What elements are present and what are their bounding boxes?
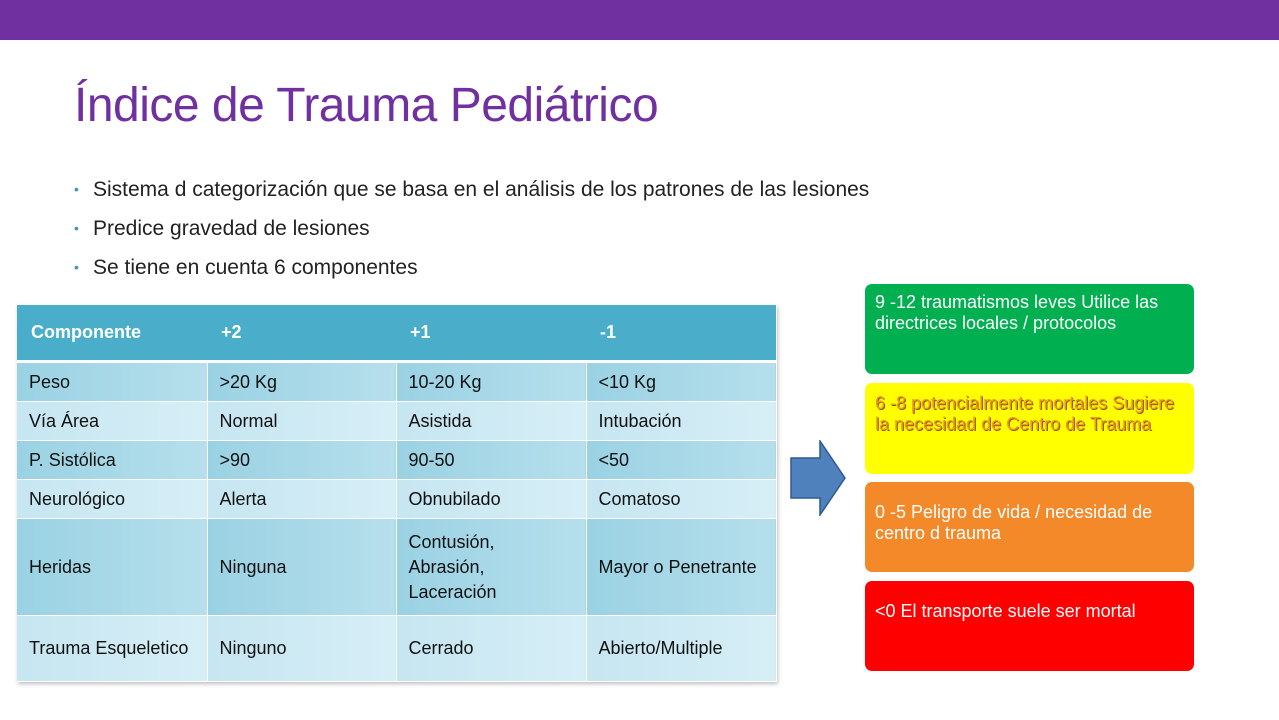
right-arrow-icon bbox=[790, 440, 846, 516]
table-cell: Alerta bbox=[207, 480, 396, 519]
trauma-score-table bbox=[17, 305, 777, 682]
bullet-item bbox=[74, 170, 869, 209]
table-header-row bbox=[17, 305, 776, 362]
top-accent-bar bbox=[0, 0, 1279, 40]
table-cell: >20 Kg bbox=[207, 362, 396, 402]
bullet-text: Predice gravedad de lesiones bbox=[93, 217, 370, 240]
table-cell: Comatoso bbox=[586, 480, 776, 519]
bullet-dot-icon: • bbox=[74, 220, 79, 236]
table-cell: Vía Área bbox=[17, 402, 207, 441]
column-header: -1 bbox=[586, 305, 776, 362]
score-level-fatal: <0 El transporte suele ser mortal bbox=[865, 581, 1194, 671]
score-level-potentially-fatal: 6 -8 potencialmente mortales Sugiere la necesidad de Centro de Trauma bbox=[865, 383, 1194, 474]
bullet-text: Sistema d categorización que se basa en el análisis de los patrones de las lesiones bbox=[93, 178, 870, 201]
table-cell: 10-20 Kg bbox=[396, 362, 586, 402]
table-cell: <50 bbox=[586, 441, 776, 480]
table-cell: Trauma Esqueletico bbox=[17, 616, 207, 682]
slide-title: Índice de Trauma Pediátrico bbox=[74, 79, 659, 132]
table-row bbox=[17, 362, 776, 402]
bullet-dot-icon: • bbox=[74, 181, 79, 197]
table-row bbox=[17, 519, 776, 616]
table-cell: Heridas bbox=[17, 519, 207, 616]
score-level-life-threat: 0 -5 Peligro de vida / necesidad de centro d trauma bbox=[865, 482, 1194, 572]
table-cell: Normal bbox=[207, 402, 396, 441]
table-row bbox=[17, 480, 776, 519]
column-header: +2 bbox=[207, 305, 396, 362]
bullet-text: Se tiene en cuenta 6 componentes bbox=[93, 256, 418, 279]
table-cell: Contusión, Abrasión, Laceración bbox=[396, 519, 586, 616]
bullet-item bbox=[74, 248, 869, 287]
table-cell: 90-50 bbox=[396, 441, 586, 480]
table-row bbox=[17, 616, 776, 682]
table-cell: Ninguna bbox=[207, 519, 396, 616]
table-cell: Ninguno bbox=[207, 616, 396, 682]
bullet-list bbox=[74, 170, 869, 287]
table-cell: Cerrado bbox=[396, 616, 586, 682]
table-cell: Intubación bbox=[586, 402, 776, 441]
table-row bbox=[17, 402, 776, 441]
table-cell: Abierto/Multiple bbox=[586, 616, 776, 682]
table-cell: P. Sistólica bbox=[17, 441, 207, 480]
table-cell: >90 bbox=[207, 441, 396, 480]
table-cell: Obnubilado bbox=[396, 480, 586, 519]
table-cell: Neurológico bbox=[17, 480, 207, 519]
table-row bbox=[17, 441, 776, 480]
column-header: Componente bbox=[17, 305, 207, 362]
bullet-dot-icon: • bbox=[74, 259, 79, 275]
table-cell: Peso bbox=[17, 362, 207, 402]
table-cell: Asistida bbox=[396, 402, 586, 441]
column-header: +1 bbox=[396, 305, 586, 362]
table-cell: Mayor o Penetrante bbox=[586, 519, 776, 616]
score-level-minor: 9 -12 traumatismos leves Utilice las directrices locales / protocolos bbox=[865, 284, 1194, 374]
table-cell: <10 Kg bbox=[586, 362, 776, 402]
bullet-item bbox=[74, 209, 869, 248]
